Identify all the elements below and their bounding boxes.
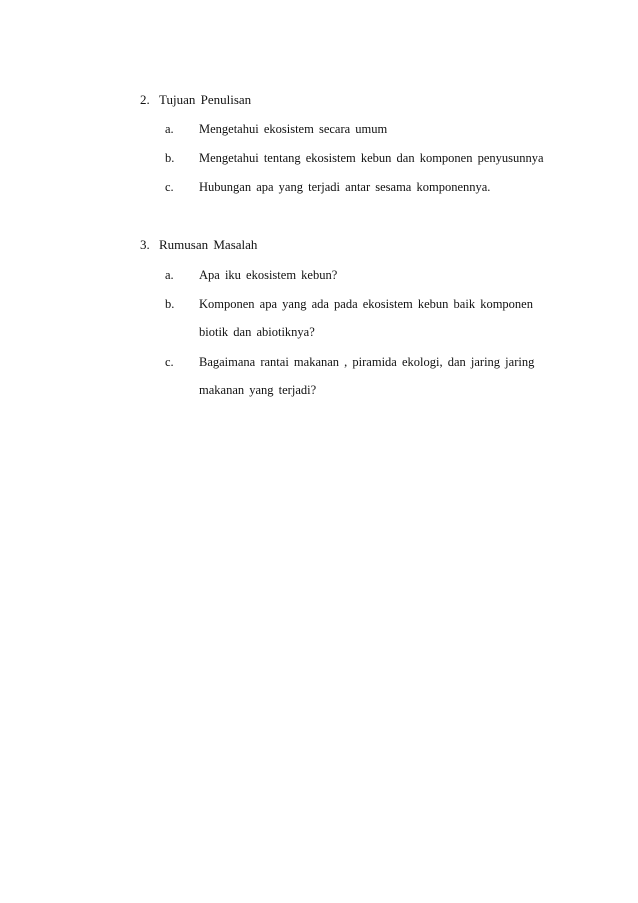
section-number: 3. [140, 237, 150, 252]
section-heading [140, 92, 580, 108]
section-number: 2. [140, 92, 150, 107]
list-item-letter: a. [165, 268, 174, 282]
list-item-letter: b. [165, 297, 175, 311]
list-item-text: Hubungan apa yang terjadi antar sesama komponennya. [199, 180, 491, 194]
list-item-text: Komponen apa yang ada pada ekosistem kebun baik komponen [199, 297, 533, 311]
list-item-letter: b. [165, 151, 175, 165]
list-item-letter: c. [165, 180, 174, 194]
list-item-letter: a. [165, 122, 174, 136]
section-tujuan-penulisan [140, 92, 580, 108]
list-item-text-continuation: biotik dan abiotiknya? [199, 325, 315, 339]
list-item-text: Mengetahui tentang ekosistem kebun dan komponen penyusunnya [199, 151, 544, 165]
section-title: Rumusan Masalah [159, 237, 258, 252]
list-item-letter: c. [165, 355, 174, 369]
section-heading [140, 237, 580, 253]
list-item-text: Bagaimana rantai makanan , piramida ekologi, dan jaring jaring [199, 355, 535, 369]
list-item-text-continuation: makanan yang terjadi? [199, 383, 317, 397]
list-item-text: Apa iku ekosistem kebun? [199, 268, 338, 282]
section-title: Tujuan Penulisan [159, 92, 252, 107]
section-rumusan-masalah [140, 237, 580, 253]
list-item-text: Mengetahui ekosistem secara umum [199, 122, 388, 136]
